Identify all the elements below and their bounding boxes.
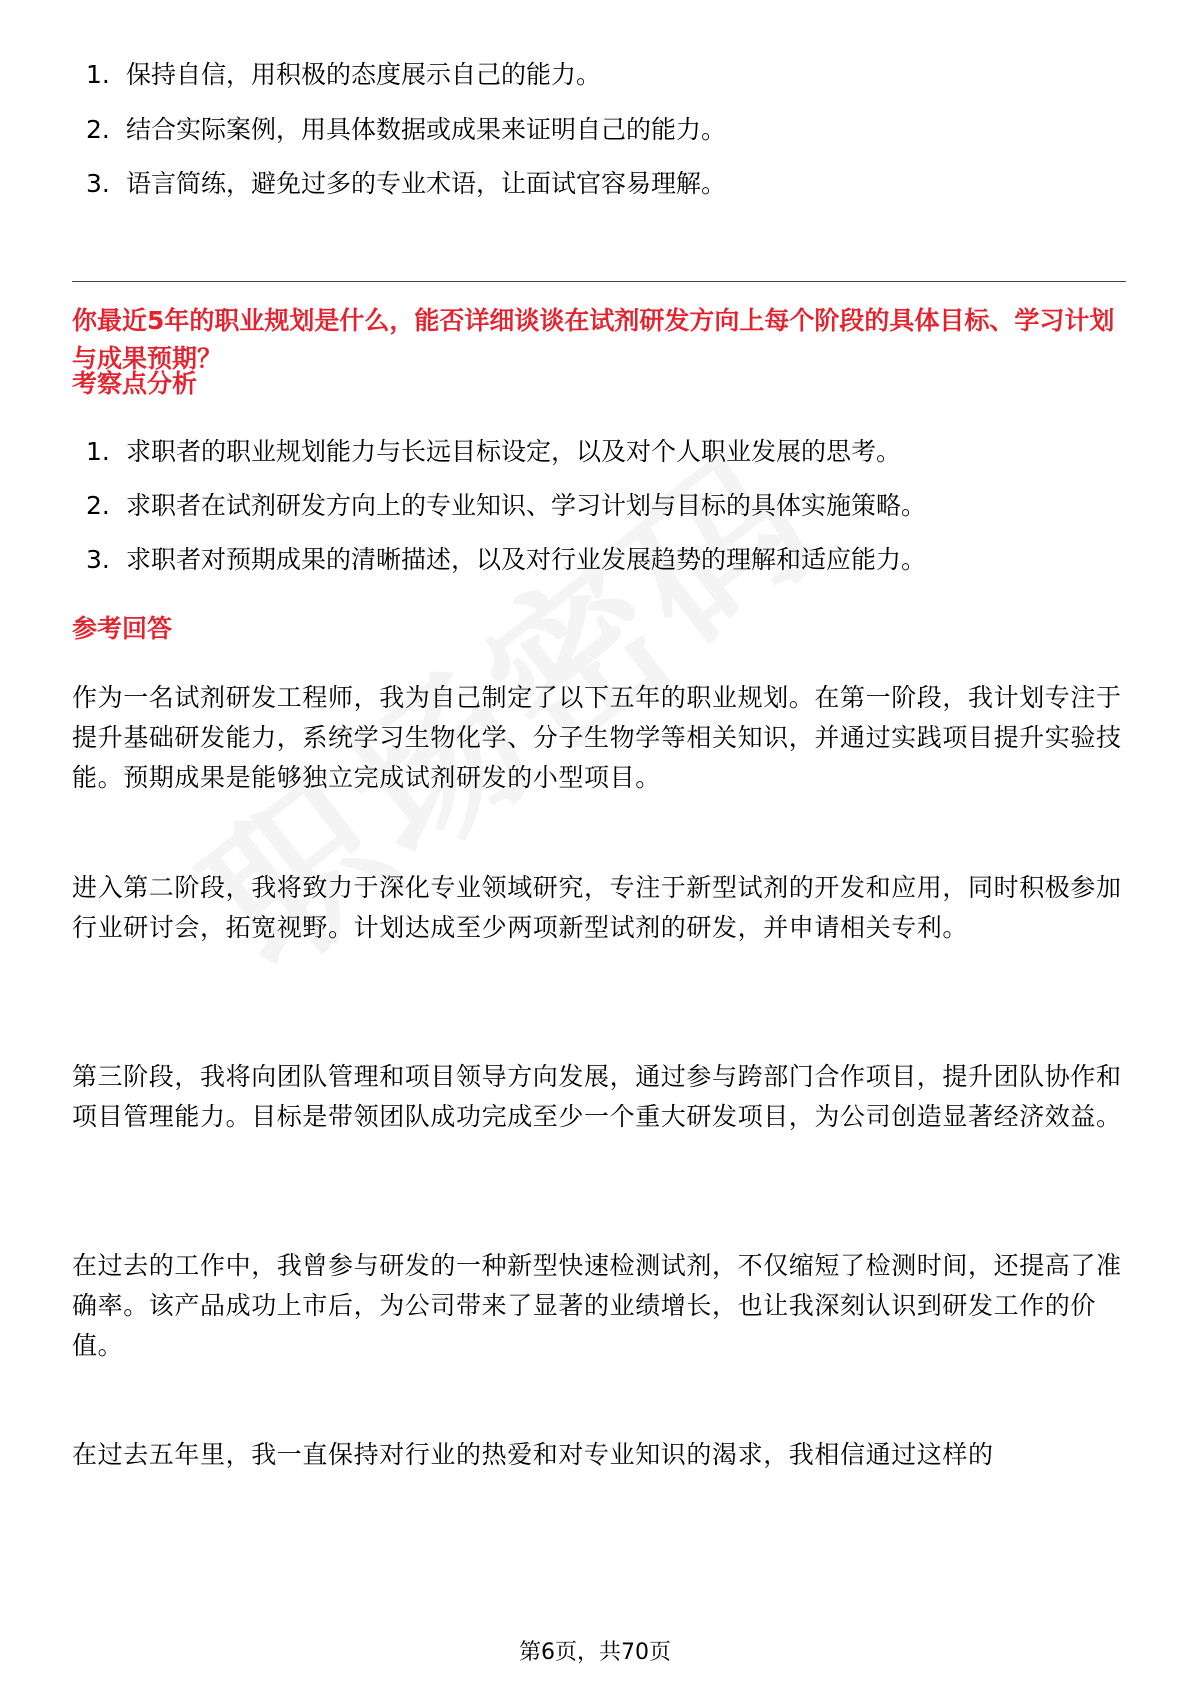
answer-title: 参考回答 xyxy=(72,614,173,643)
analysis-title: 考察点分析 xyxy=(72,369,198,398)
list-item xyxy=(86,164,726,204)
list-number: 1. xyxy=(86,60,110,89)
page-number-footer: 第6页，共70页 xyxy=(519,1640,671,1665)
list-text: 结合实际案例，用具体数据或成果来证明自己的能力。 xyxy=(126,115,727,144)
list-item xyxy=(86,55,601,95)
answer-paragraph: 在过去的工作中，我曾参与研发的一种新型快速检测试剂，不仅缩短了检测时间，还提高了准确率。该产品成功上市后，为公司带来了显著的业绩增长，也让我深刻认识到研发工作的价值。 xyxy=(72,1251,1122,1360)
answer-paragraph: 第三阶段，我将向团队管理和项目领导方向发展，通过参与跨部门合作项目，提升团队协作和项目管理能力。目标是带领团队成功完成至少一个重大研发项目，为公司创造显著经济效益。 xyxy=(72,1062,1122,1131)
list-number: 2. xyxy=(86,115,110,144)
list-item xyxy=(86,486,926,526)
list-text: 求职者在试剂研发方向上的专业知识、学习计划与目标的具体实施策略。 xyxy=(126,491,927,520)
list-number: 3. xyxy=(86,169,110,198)
question-heading: 你最近5年的职业规划是什么，能否详细谈谈在试剂研发方向上每个阶段的具体目标、学习计划与成果预期？ xyxy=(72,306,1115,373)
list-item xyxy=(86,432,901,472)
list-item xyxy=(86,110,726,150)
list-text: 保持自信，用积极的态度展示自己的能力。 xyxy=(126,60,602,89)
list-text: 语言简练，避免过多的专业术语，让面试官容易理解。 xyxy=(126,169,727,198)
list-text: 求职者对预期成果的清晰描述，以及对行业发展趋势的理解和适应能力。 xyxy=(126,545,927,574)
list-item xyxy=(86,540,926,580)
list-number: 2. xyxy=(86,491,110,520)
section-divider xyxy=(72,281,1126,282)
answer-paragraph: 作为一名试剂研发工程师，我为自己制定了以下五年的职业规划。在第一阶段，我计划专注于提升基础研发能力，系统学习生物化学、分子生物学等相关知识，并通过实践项目提升实验技能。预期成果是能够独立完成试剂研发的小型项目。 xyxy=(72,683,1122,792)
list-text: 求职者的职业规划能力与长远目标设定，以及对个人职业发展的思考。 xyxy=(126,437,902,466)
list-number: 1. xyxy=(86,437,110,466)
answer-paragraph: 在过去五年里，我一直保持对行业的热爱和对专业知识的渴求，我相信通过这样的 xyxy=(72,1440,994,1469)
answer-paragraph: 进入第二阶段，我将致力于深化专业领域研究，专注于新型试剂的开发和应用，同时积极参加行业研讨会，拓宽视野。计划达成至少两项新型试剂的研发，并申请相关专利。 xyxy=(72,873,1122,942)
list-number: 3. xyxy=(86,545,110,574)
